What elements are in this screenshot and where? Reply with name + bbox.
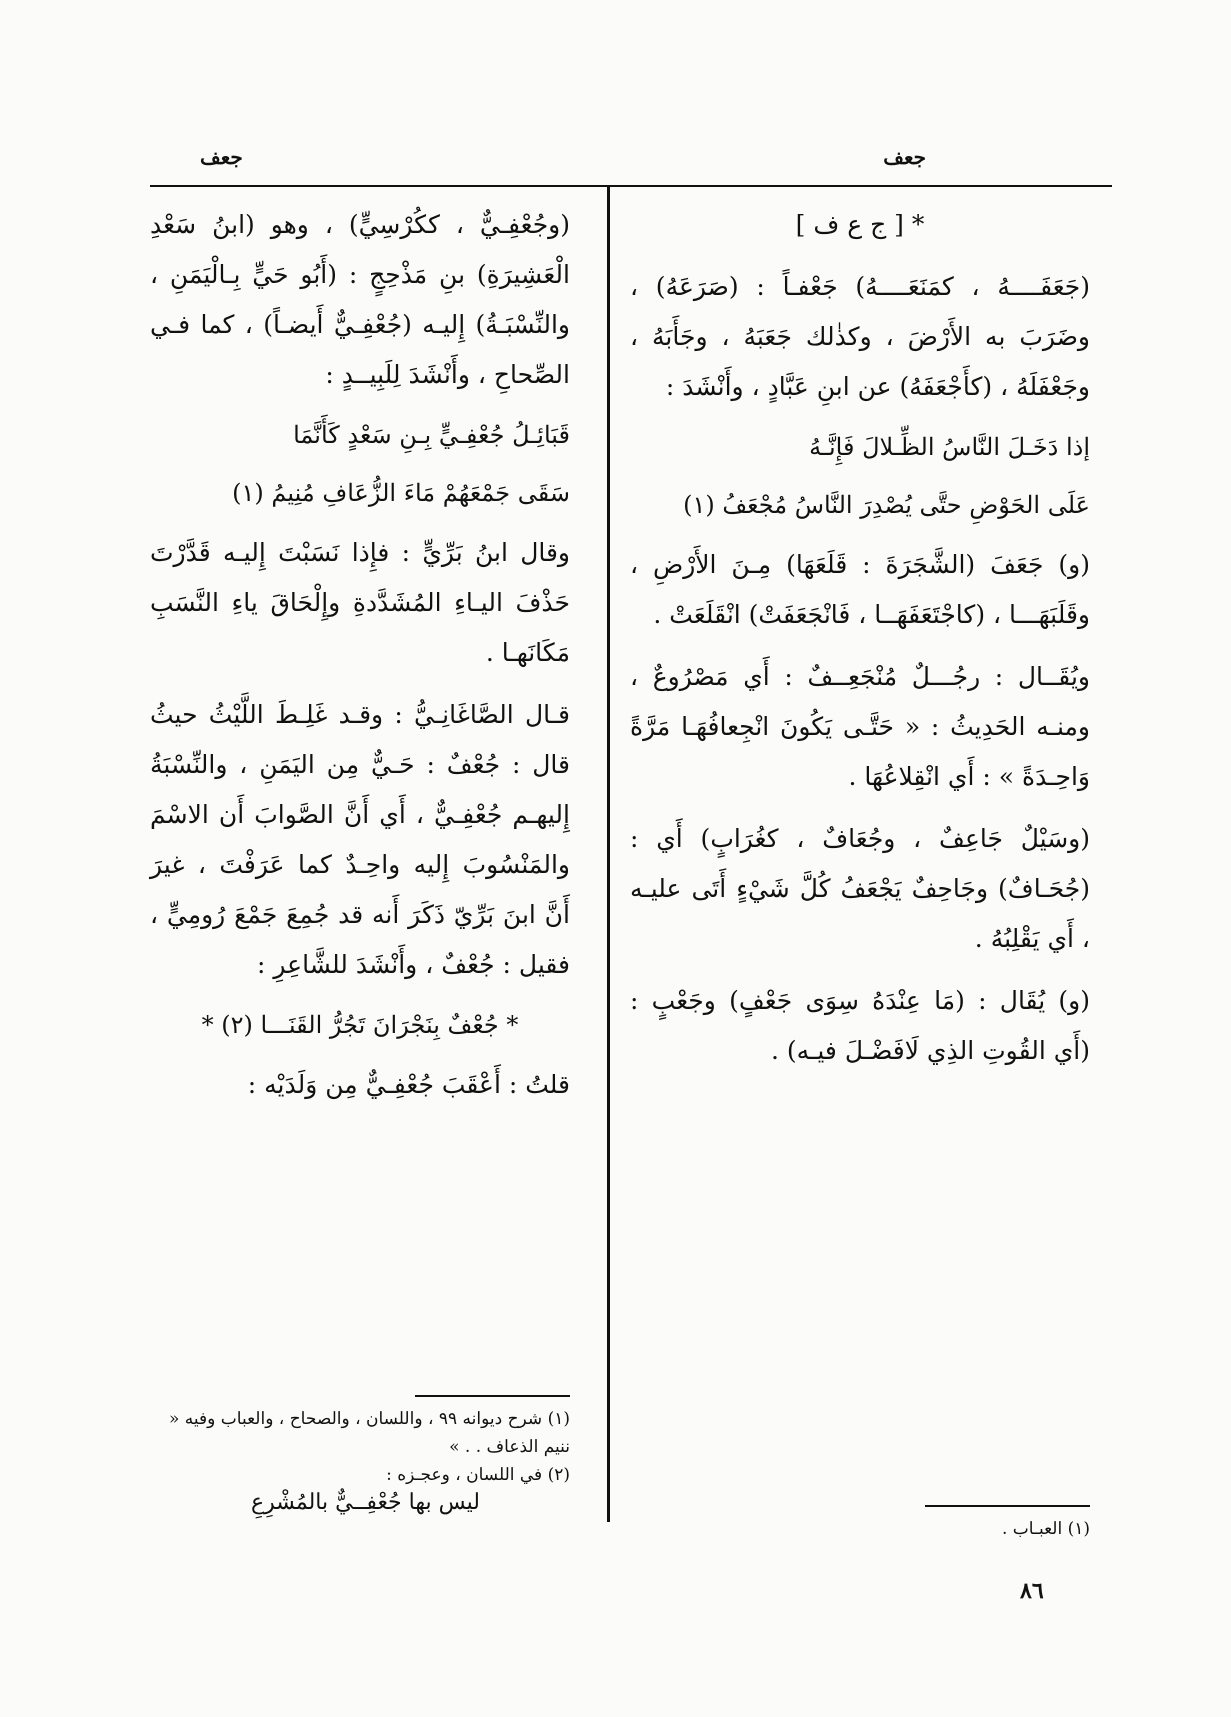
verse-line: سَقَى جَمْعَهُمْ مَاءَ الزُّعَافِ مُنِيمُ (١) [232, 479, 570, 507]
verse-line: * جُعْفٌ بِنَجْرَانَ تَجُرُّ القَنَـــا (٢) * [201, 1011, 519, 1039]
column-divider [607, 187, 610, 1522]
page-header-right: جعف [883, 145, 926, 169]
footnote: (١) شرح ديوانه ٩٩ ، واللسان ، والصحاح ، والعباب وفيه « ننيم الذعاف . . » [168, 1409, 570, 1457]
paragraph: قـال الصَّاغَانِـيُّ : وقـد غَلِـطَ اللَّيْثُ حيثُ قال : جُعْفٌ : حَـيٌّ مِن اليَمَنِ ، والنِّسْبَةُ إِليهـم جُعْفِـيٌّ ، أَي أَنَّ الصَّوابَ أَن الاسْمَ والمَنْسُوبَ إِليه واحِـدٌ كما عَرَفْتَ ، غيرَ أَنَّ ابنَ بَرِّيّ ذَكَرَ أَنه قد جُمِعَ جَمْعَ رُومِيٍّ ، فقيل : جُعْفٌ ، وأَنْشَدَ للشَّاعِرِ : [150, 700, 570, 979]
paragraph: (جَعَفَــــهُ ، كمَنَعَــــهُ) جَعْفـاً : (صَرَعَهُ) ، وضَرَبَ به الأَرْضَ ، وكذٰلك جَعَبَهُ ، وجَأَبَهُ ، وجَعْفَلَهُ ، (كأَجْعَفَهُ) عن ابنِ عَبَّادٍ ، وأَنْشَدَ : [630, 272, 1090, 401]
paragraph: وقال ابنُ بَرِّيٍّ : فإِذا نَسَبْتَ إِليـه قَدَّرْتَ حَذْفَ اليـاءِ المُشَدَّدةِ وإِلْحَاقَ ياءِ النَّسَبِ مَكَانَهـا . [150, 538, 570, 667]
verse-line: قَبَائِـلُ جُعْفِـيٍّ بِـنِ سَعْدٍ كَأَنَّمَا [293, 421, 570, 449]
page-number: ٨٦ [1020, 1578, 1044, 1604]
paragraph: ويُقَــال : رجُـــلٌ مُنْجَعِــفٌ : أَي مَصْرُوعٌ ، ومنـه الحَدِيثُ : « حَتَّـى يَكُونَ انْجِعافُهَـا مَرَّةً وَاحِـدَةً » : أَي انْقِلاعُهَا . [630, 662, 1090, 791]
paragraph: (وجُعْفِـيٌّ ، ككُرْسِيٍّ) ، وهو (ابنُ سَعْدِ الْعَشِيرَةِ) بنِ مَذْحِجٍ : (أَبُو حَيٍّ بِـالْيَمَنِ ، والنِّسْبَـةُ) إِليـه (جُعْفِـيٌّ أَيضـاً) ، كما فـي الصِّحاحِ ، وأَنْشَدَ لِلَبِيــدٍ : [150, 210, 570, 389]
left-column [150, 200, 570, 1122]
footnote-verse: ليس بها جُعْفِــيٌّ بالمُشْرِعِ [250, 1490, 480, 1515]
footnote: (٢) في اللسان ، وعجـزه : [386, 1465, 570, 1485]
paragraph: (وسَيْلٌ جَاعِفٌ ، وجُعَافٌ ، كغُرَابٍ) أَي : (جُحَـافٌ) وجَاحِفٌ يَجْعَفُ كُلَّ شَيْءٍ أَتَى عليـه ، أَي يَقْلِبُهُ . [630, 824, 1090, 953]
footnote-rule [925, 1505, 1090, 1507]
verse-line: عَلَى الحَوْضِ حتَّى يُصْدِرَ النَّاسُ مُجْعَفُ (١) [683, 491, 1090, 519]
verse-line: إذا دَخَـلَ النَّاسُ الظِّـلالَ فَإِنَّـهُ [809, 433, 1090, 461]
paragraph: (و) جَعَفَ (الشَّجَرَةَ : قَلَعَهَا) مِـنَ الأَرْضِ ، وقَلَبَهَـــا ، (كاجْتَعَفَهَــا ، فَانْجَعَفَتْ) انْقَلَعَتْ . [630, 550, 1090, 629]
footnote-rule [415, 1395, 570, 1397]
page-header-left: جعف [200, 145, 243, 169]
right-column [630, 200, 1090, 1088]
entry-heading: * [ ج ع ف ] [795, 210, 925, 239]
paragraph: قلتُ : أَعْقَبَ جُعْفِـيٌّ مِن وَلَدَيْه : [247, 1070, 570, 1099]
footnote: (١) العبـاب . [1001, 1519, 1090, 1539]
footnotes-right [640, 1515, 1090, 1543]
footnotes-left [160, 1405, 570, 1517]
header-rule [150, 185, 1112, 187]
paragraph: (و) يُقَال : (مَا عِنْدَهُ سِوَى جَعْفٍ) وجَعْبٍ : (أَي القُوتِ الذِي لَافَضْـلَ فيـه) . [630, 986, 1090, 1065]
